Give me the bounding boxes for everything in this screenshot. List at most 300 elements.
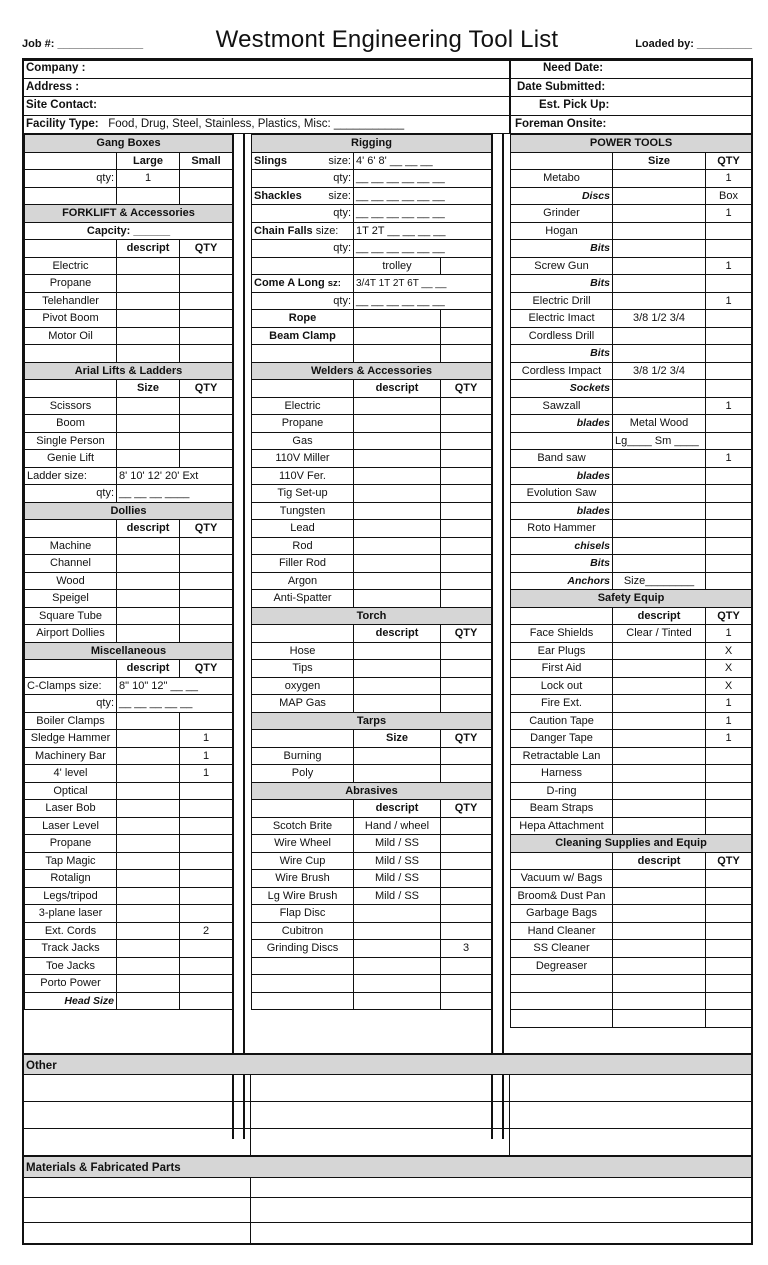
tarp-item-descript[interactable] xyxy=(354,747,441,765)
blank-cell[interactable] xyxy=(613,975,706,993)
abrasive-item-qty[interactable] xyxy=(441,870,492,888)
misc-item-qty[interactable]: 1 xyxy=(180,730,233,748)
col-header-qty: QTY xyxy=(706,152,752,170)
safety-item-row xyxy=(511,712,752,730)
blank-cell[interactable] xyxy=(354,992,441,1010)
gang-boxes-small-qty[interactable] xyxy=(180,170,233,188)
power-tool-size[interactable] xyxy=(613,257,706,275)
arial-item-descript[interactable] xyxy=(117,397,180,415)
welder-item-descript[interactable] xyxy=(354,485,441,503)
materials-row[interactable] xyxy=(24,1178,751,1198)
safety-item-qty[interactable]: X xyxy=(706,642,752,660)
abrasive-item-qty[interactable] xyxy=(441,922,492,940)
gang-boxes-large-qty[interactable]: 1 xyxy=(117,170,180,188)
cleaning-item-qty[interactable] xyxy=(706,957,752,975)
misc-item-descript[interactable] xyxy=(117,765,180,783)
address-label: Address : xyxy=(26,80,80,93)
safety-item-descript[interactable] xyxy=(613,677,706,695)
misc-item-descript[interactable] xyxy=(117,800,180,818)
misc-item-label: Optical xyxy=(25,782,117,800)
forklift-item-qty[interactable] xyxy=(180,257,233,275)
safety-item-descript[interactable] xyxy=(613,800,706,818)
power-tool-qty[interactable]: 1 xyxy=(706,450,752,468)
safety-item-qty[interactable]: 1 xyxy=(706,712,752,730)
dollies-header: Dollies xyxy=(25,502,233,520)
arial-item-qty[interactable] xyxy=(180,432,233,450)
blank-cell[interactable] xyxy=(441,975,492,993)
welder-item-descript[interactable] xyxy=(354,572,441,590)
power-tool-qty[interactable] xyxy=(706,537,752,555)
abrasive-item-qty[interactable] xyxy=(441,852,492,870)
abrasive-item-row xyxy=(252,905,492,923)
power-tool-qty[interactable] xyxy=(706,432,752,450)
abrasive-item-qty[interactable]: 3 xyxy=(441,940,492,958)
col-header-qty: QTY xyxy=(180,380,233,398)
misc-item-descript[interactable] xyxy=(117,712,180,730)
welder-item-qty[interactable] xyxy=(441,432,492,450)
welder-item-descript[interactable] xyxy=(354,520,441,538)
blank-cell[interactable] xyxy=(613,992,706,1010)
power-tool-qty[interactable]: 1 xyxy=(706,205,752,223)
misc-item-qty[interactable] xyxy=(180,712,233,730)
power-tool-qty[interactable] xyxy=(706,275,752,293)
torch-item-descript[interactable] xyxy=(354,677,441,695)
abrasive-item-descript[interactable]: Mild / SS xyxy=(354,870,441,888)
other-row[interactable] xyxy=(24,1102,751,1129)
welder-item-qty[interactable] xyxy=(441,415,492,433)
power-tool-qty[interactable] xyxy=(706,415,752,433)
welder-item-qty[interactable] xyxy=(441,502,492,520)
forklift-item-qty[interactable] xyxy=(180,327,233,345)
cleaning-item-qty[interactable] xyxy=(706,922,752,940)
abrasive-item-descript[interactable] xyxy=(354,940,441,958)
dolly-item-descript[interactable] xyxy=(117,537,180,555)
power-tool-qty[interactable] xyxy=(706,485,752,503)
misc-item-qty[interactable] xyxy=(180,975,233,993)
power-tool-row xyxy=(511,257,752,275)
cleaning-item-descript[interactable] xyxy=(613,940,706,958)
power-tool-size[interactable] xyxy=(613,222,706,240)
welder-item-qty[interactable] xyxy=(441,520,492,538)
power-tool-row xyxy=(511,502,752,520)
dolly-item-descript[interactable] xyxy=(117,625,180,643)
blank-cell[interactable] xyxy=(511,1010,613,1028)
safety-item-qty[interactable] xyxy=(706,747,752,765)
blank-cell[interactable] xyxy=(511,975,613,993)
cleaning-item-row xyxy=(511,957,752,975)
safety-item-qty[interactable] xyxy=(706,800,752,818)
site-contact-row[interactable] xyxy=(24,97,751,116)
misc-item-descript[interactable] xyxy=(117,957,180,975)
misc-item-qty[interactable] xyxy=(180,905,233,923)
power-tool-size[interactable]: Metal Wood xyxy=(613,415,706,433)
forklift-item-row xyxy=(25,327,233,345)
abrasive-item-qty[interactable] xyxy=(441,817,492,835)
welder-item-qty[interactable] xyxy=(441,590,492,608)
power-tool-qty[interactable] xyxy=(706,222,752,240)
welder-item-label: 110V Miller xyxy=(252,450,354,468)
torch-item-descript[interactable] xyxy=(354,695,441,713)
misc-item-descript[interactable] xyxy=(117,975,180,993)
blank-cell[interactable] xyxy=(706,1010,752,1028)
page-title: Westmont Engineering Tool List xyxy=(215,26,559,53)
welder-item-qty[interactable] xyxy=(441,485,492,503)
power-tool-row xyxy=(511,222,752,240)
forklift-item-qty[interactable] xyxy=(180,275,233,293)
safety-item-qty[interactable]: 1 xyxy=(706,730,752,748)
info-block xyxy=(24,60,751,130)
welder-item-label: Tig Set-up xyxy=(252,485,354,503)
power-tool-qty[interactable] xyxy=(706,310,752,328)
capacity-field[interactable]: Capcity: ______ xyxy=(25,222,233,240)
job-number-field[interactable]: Job #: ______________ xyxy=(22,38,144,50)
power-tool-size[interactable] xyxy=(613,537,706,555)
misc-item-qty[interactable] xyxy=(180,957,233,975)
dolly-item-qty[interactable] xyxy=(180,555,233,573)
abrasive-item-label: Flap Disc xyxy=(252,905,354,923)
cleaning-item-descript[interactable] xyxy=(613,957,706,975)
blank-cell[interactable] xyxy=(511,992,613,1010)
abrasive-item-descript[interactable]: Mild / SS xyxy=(354,852,441,870)
torch-item-qty[interactable] xyxy=(441,677,492,695)
tarp-item-row xyxy=(252,747,492,765)
cclamps-qty-blanks[interactable]: __ __ __ __ __ xyxy=(117,695,233,713)
blank-cell[interactable] xyxy=(252,975,354,993)
torch-item-qty[interactable] xyxy=(441,642,492,660)
ladder-size-label: Ladder size: xyxy=(25,467,117,485)
misc-item-descript[interactable] xyxy=(117,940,180,958)
power-tool-size[interactable] xyxy=(613,380,706,398)
power-tool-qty[interactable] xyxy=(706,502,752,520)
misc-item-qty[interactable] xyxy=(180,817,233,835)
safety-item-descript[interactable] xyxy=(613,712,706,730)
welder-item-descript[interactable] xyxy=(354,415,441,433)
cleaning-item-descript[interactable] xyxy=(613,922,706,940)
safety-item-descript[interactable] xyxy=(613,730,706,748)
forklift-item-descript[interactable] xyxy=(117,292,180,310)
welder-item-qty[interactable] xyxy=(441,397,492,415)
dolly-item-qty[interactable] xyxy=(180,572,233,590)
misc-item-qty[interactable] xyxy=(180,870,233,888)
safety-item-qty[interactable]: 1 xyxy=(706,695,752,713)
power-tool-size[interactable]: 3/8 1/2 3/4 xyxy=(613,362,706,380)
cleaning-item-descript[interactable] xyxy=(613,887,706,905)
shackles-qty-blanks[interactable]: __ __ __ __ __ __ xyxy=(354,205,492,223)
power-tool-size[interactable] xyxy=(613,520,706,538)
safety-item-descript[interactable] xyxy=(613,747,706,765)
welder-item-descript[interactable] xyxy=(354,450,441,468)
forklift-item-descript[interactable] xyxy=(117,327,180,345)
arial-item-qty[interactable] xyxy=(180,450,233,468)
company-row[interactable] xyxy=(24,60,751,79)
cleaning-item-qty[interactable] xyxy=(706,887,752,905)
cleaning-item-row xyxy=(511,870,752,888)
ladder-sizes[interactable]: 8' 10' 12' 20' Ext xyxy=(117,467,233,485)
abrasive-item-descript[interactable] xyxy=(354,922,441,940)
welder-item-descript[interactable] xyxy=(354,502,441,520)
other-row[interactable] xyxy=(24,1075,751,1102)
torch-item-qty[interactable] xyxy=(441,695,492,713)
misc-item-qty[interactable] xyxy=(180,782,233,800)
safety-item-row xyxy=(511,695,752,713)
chain-falls-sizes[interactable]: 1T 2T __ __ __ __ xyxy=(354,222,492,240)
welder-item-descript[interactable] xyxy=(354,432,441,450)
safety-item-descript[interactable] xyxy=(613,765,706,783)
abrasive-item-descript[interactable]: Mild / SS xyxy=(354,887,441,905)
power-tool-qty[interactable] xyxy=(706,345,752,363)
power-tool-qty[interactable]: 1 xyxy=(706,257,752,275)
forklift-item-row xyxy=(25,275,233,293)
misc-item-descript[interactable] xyxy=(117,922,180,940)
safety-item-descript[interactable] xyxy=(613,660,706,678)
col-header-qty: QTY xyxy=(180,240,233,258)
misc-item-qty[interactable]: 1 xyxy=(180,765,233,783)
power-tool-qty[interactable]: 1 xyxy=(706,170,752,188)
misc-item-qty[interactable] xyxy=(180,835,233,853)
misc-item-row xyxy=(25,905,233,923)
tarp-item-descript[interactable] xyxy=(354,765,441,783)
cleaning-item-qty[interactable] xyxy=(706,940,752,958)
ladder-qty-blanks[interactable]: __ __ __ ____ xyxy=(117,485,233,503)
power-tool-row xyxy=(511,310,752,328)
abrasive-item-label: Scotch Brite xyxy=(252,817,354,835)
misc-item-descript[interactable] xyxy=(117,730,180,748)
power-tool-size[interactable] xyxy=(613,292,706,310)
misc-item-descript[interactable] xyxy=(117,782,180,800)
misc-header: Miscellaneous xyxy=(25,642,233,660)
misc-item-row xyxy=(25,747,233,765)
welder-item-descript[interactable] xyxy=(354,537,441,555)
blank-cell[interactable] xyxy=(252,992,354,1010)
welder-item-label: Tungsten xyxy=(252,502,354,520)
dolly-item-label: Airport Dollies xyxy=(25,625,117,643)
facility-row[interactable] xyxy=(24,116,751,135)
safety-item-descript[interactable]: Clear / Tinted xyxy=(613,625,706,643)
welder-item-descript[interactable] xyxy=(354,590,441,608)
dolly-item-qty[interactable] xyxy=(180,607,233,625)
power-tool-size[interactable] xyxy=(613,397,706,415)
col-header-size: Size xyxy=(354,730,441,748)
misc-item-descript[interactable] xyxy=(117,747,180,765)
misc-item-descript[interactable] xyxy=(117,887,180,905)
torch-item-descript[interactable] xyxy=(354,660,441,678)
welder-item-qty[interactable] xyxy=(441,537,492,555)
power-tool-size[interactable]: Size________ xyxy=(613,572,706,590)
blank-cell[interactable] xyxy=(706,992,752,1010)
power-tool-size[interactable] xyxy=(613,275,706,293)
torch-item-qty[interactable] xyxy=(441,660,492,678)
slings-sizes[interactable]: 4' 6' 8' __ __ __ xyxy=(354,152,492,170)
power-tool-qty[interactable] xyxy=(706,555,752,573)
dolly-item-descript[interactable] xyxy=(117,572,180,590)
abrasive-item-row xyxy=(252,817,492,835)
abrasive-item-qty[interactable] xyxy=(441,887,492,905)
power-tool-qty[interactable] xyxy=(706,327,752,345)
abrasive-item-descript[interactable]: Hand / wheel xyxy=(354,817,441,835)
come-a-long-qty-label: qty: xyxy=(252,292,354,310)
welder-item-qty[interactable] xyxy=(441,467,492,485)
misc-item-qty[interactable] xyxy=(180,887,233,905)
misc-item-label: Tap Magic xyxy=(25,852,117,870)
power-tool-size[interactable]: Lg____ Sm ____ xyxy=(613,432,706,450)
forklift-item-descript[interactable] xyxy=(117,275,180,293)
facility-options[interactable]: Food, Drug, Steel, Stainless, Plastics, Misc: ___________ xyxy=(108,117,405,130)
power-tool-row xyxy=(511,292,752,310)
slings-qty-blanks[interactable]: __ __ __ __ __ __ xyxy=(354,170,492,188)
arial-item-qty[interactable] xyxy=(180,415,233,433)
power-tool-size[interactable] xyxy=(613,187,706,205)
chain-falls-qty-blanks[interactable]: __ __ __ __ __ __ xyxy=(354,240,492,258)
tarps-header: Tarps xyxy=(252,712,492,730)
come-a-long-sizes[interactable]: 3/4T 1T 2T 6T __ __ xyxy=(354,275,492,293)
blank-cell[interactable] xyxy=(354,957,441,975)
welder-item-descript[interactable] xyxy=(354,397,441,415)
cleaning-item-qty[interactable] xyxy=(706,870,752,888)
power-tool-size[interactable] xyxy=(613,555,706,573)
cclamps-sizes[interactable]: 8" 10" 12" __ __ xyxy=(117,677,233,695)
power-tool-size[interactable]: 3/8 1/2 3/4 xyxy=(613,310,706,328)
power-tool-qty[interactable] xyxy=(706,520,752,538)
blank-cell[interactable] xyxy=(613,1010,706,1028)
beam-clamp-label: Beam Clamp xyxy=(252,327,354,345)
arial-item-descript[interactable] xyxy=(117,432,180,450)
blank-cell[interactable] xyxy=(441,957,492,975)
tarp-item-qty[interactable] xyxy=(441,765,492,783)
power-tool-size[interactable] xyxy=(613,485,706,503)
other-row[interactable] xyxy=(24,1129,751,1156)
materials-row[interactable] xyxy=(24,1223,751,1245)
blank-cell[interactable] xyxy=(706,975,752,993)
cleaning-item-qty[interactable] xyxy=(706,905,752,923)
power-tool-size[interactable] xyxy=(613,205,706,223)
gang-boxes-header: Gang Boxes xyxy=(25,135,233,153)
abrasive-item-row xyxy=(252,940,492,958)
misc-item-descript[interactable] xyxy=(117,817,180,835)
col-header-qty: QTY xyxy=(441,380,492,398)
abrasive-item-qty[interactable] xyxy=(441,835,492,853)
power-tool-qty[interactable]: Box xyxy=(706,187,752,205)
welder-item-row xyxy=(252,450,492,468)
welder-item-label: 110V Fer. xyxy=(252,467,354,485)
dolly-item-descript[interactable] xyxy=(117,607,180,625)
abrasive-item-descript[interactable] xyxy=(354,905,441,923)
welder-item-row xyxy=(252,555,492,573)
power-tool-label: chisels xyxy=(511,537,613,555)
power-tool-size[interactable] xyxy=(613,450,706,468)
loaded-by-field[interactable]: Loaded by: _________ xyxy=(635,38,752,50)
cleaning-item-descript[interactable] xyxy=(613,870,706,888)
safety-item-descript[interactable] xyxy=(613,695,706,713)
power-tool-size[interactable] xyxy=(613,240,706,258)
arial-item-descript[interactable] xyxy=(117,415,180,433)
address-row[interactable] xyxy=(24,79,751,98)
power-tool-qty[interactable] xyxy=(706,362,752,380)
misc-item-qty[interactable]: 2 xyxy=(180,922,233,940)
forklift-item-qty[interactable] xyxy=(180,292,233,310)
abrasive-item-qty[interactable] xyxy=(441,905,492,923)
welder-item-row xyxy=(252,397,492,415)
power-tool-qty[interactable]: 1 xyxy=(706,397,752,415)
chain-falls-qty-label: qty: xyxy=(252,240,354,258)
misc-item-label: Laser Level xyxy=(25,817,117,835)
misc-item-label: 4' level xyxy=(25,765,117,783)
power-tool-label: Band saw xyxy=(511,450,613,468)
power-tool-row xyxy=(511,520,752,538)
power-tool-size[interactable] xyxy=(613,502,706,520)
arial-item-descript[interactable] xyxy=(117,450,180,468)
forklift-item-descript[interactable] xyxy=(117,310,180,328)
dolly-item-descript[interactable] xyxy=(117,555,180,573)
safety-item-qty[interactable] xyxy=(706,817,752,835)
welder-item-qty[interactable] xyxy=(441,450,492,468)
misc-item-descript[interactable] xyxy=(117,905,180,923)
forklift-item-descript[interactable] xyxy=(117,257,180,275)
forklift-item-qty[interactable] xyxy=(180,310,233,328)
blank-cell[interactable] xyxy=(252,957,354,975)
power-tool-size[interactable] xyxy=(613,467,706,485)
dolly-item-qty[interactable] xyxy=(180,590,233,608)
power-tool-qty[interactable] xyxy=(706,572,752,590)
safety-item-qty[interactable] xyxy=(706,765,752,783)
power-tool-qty[interactable] xyxy=(706,467,752,485)
dolly-item-qty[interactable] xyxy=(180,537,233,555)
misc-item-qty[interactable]: 1 xyxy=(180,747,233,765)
misc-item-descript[interactable] xyxy=(117,835,180,853)
welder-item-descript[interactable] xyxy=(354,467,441,485)
shackles-size-blanks[interactable]: __ __ __ __ __ __ xyxy=(354,187,492,205)
safety-item-descript[interactable] xyxy=(613,782,706,800)
blank-cell[interactable] xyxy=(441,992,492,1010)
power-tool-qty[interactable] xyxy=(706,240,752,258)
abrasive-item-descript[interactable]: Mild / SS xyxy=(354,835,441,853)
torch-item-descript[interactable] xyxy=(354,642,441,660)
materials-row[interactable] xyxy=(24,1198,751,1223)
dolly-item-qty[interactable] xyxy=(180,625,233,643)
power-tool-label: Grinder xyxy=(511,205,613,223)
misc-item-qty[interactable] xyxy=(180,940,233,958)
dolly-item-label: Speigel xyxy=(25,590,117,608)
welder-item-qty[interactable] xyxy=(441,572,492,590)
power-tool-qty[interactable]: 1 xyxy=(706,292,752,310)
power-tool-size[interactable] xyxy=(613,170,706,188)
cleaning-item-label: Broom& Dust Pan xyxy=(511,887,613,905)
safety-item-qty[interactable]: X xyxy=(706,677,752,695)
power-tool-size[interactable] xyxy=(613,345,706,363)
cleaning-item-descript[interactable] xyxy=(613,905,706,923)
safety-item-descript[interactable] xyxy=(613,817,706,835)
safety-item-qty[interactable]: 1 xyxy=(706,625,752,643)
misc-item-qty[interactable] xyxy=(180,800,233,818)
power-tool-size[interactable] xyxy=(613,327,706,345)
blank-cell[interactable] xyxy=(354,975,441,993)
dolly-item-descript[interactable] xyxy=(117,590,180,608)
tarp-item-qty[interactable] xyxy=(441,747,492,765)
power-tool-qty[interactable] xyxy=(706,380,752,398)
safety-item-qty[interactable] xyxy=(706,782,752,800)
welder-item-descript[interactable] xyxy=(354,555,441,573)
misc-item-descript[interactable] xyxy=(117,870,180,888)
col-header-qty: QTY xyxy=(180,660,233,678)
safety-item-qty[interactable]: X xyxy=(706,660,752,678)
arial-item-qty[interactable] xyxy=(180,397,233,415)
come-a-long-qty-blanks[interactable]: __ __ __ __ __ __ xyxy=(354,292,492,310)
forklift-item-label: Telehandler xyxy=(25,292,117,310)
misc-item-qty[interactable] xyxy=(180,852,233,870)
safety-item-descript[interactable] xyxy=(613,642,706,660)
welder-item-qty[interactable] xyxy=(441,555,492,573)
need-date-label: Need Date: xyxy=(543,62,604,74)
misc-item-descript[interactable] xyxy=(117,852,180,870)
